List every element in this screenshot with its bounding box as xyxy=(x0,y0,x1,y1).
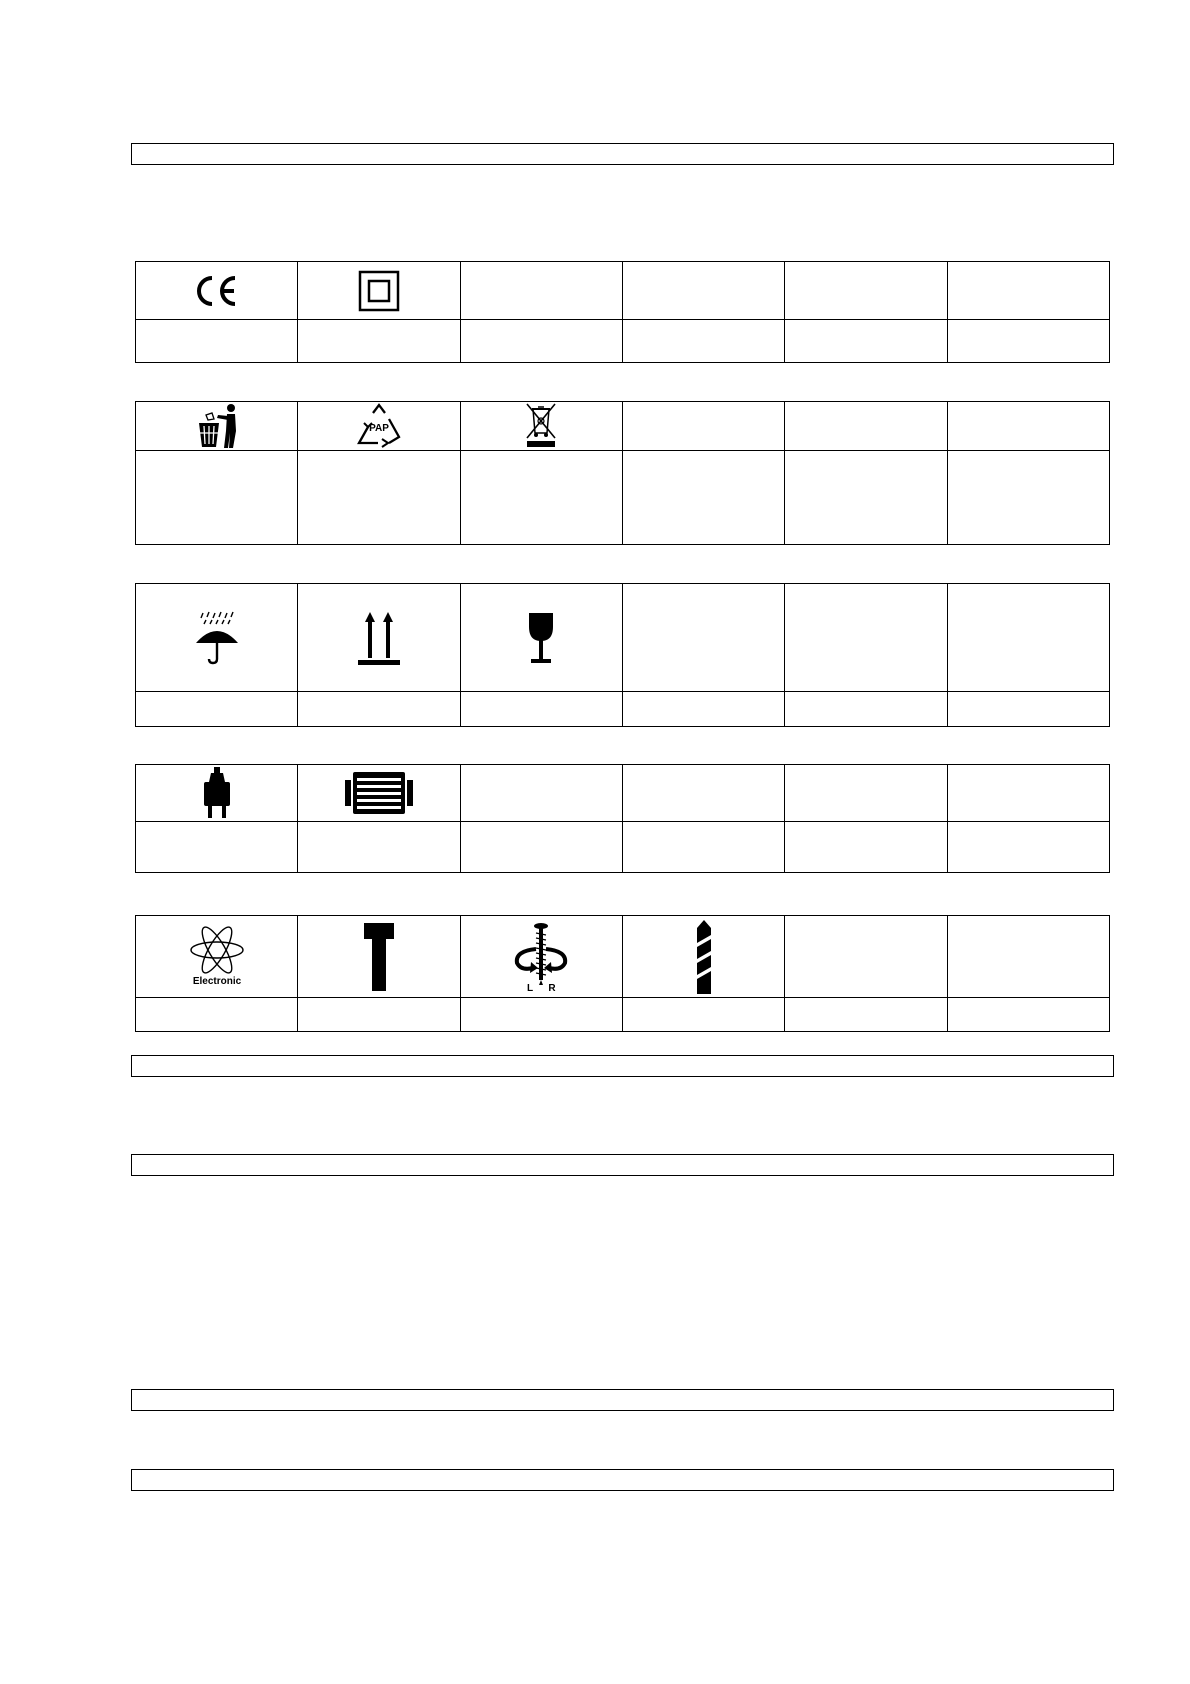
description-cell xyxy=(460,998,622,1032)
symbol-table-packaging xyxy=(135,583,1110,727)
symbol-table-disposal xyxy=(135,401,1110,545)
symbol-table-conformity xyxy=(135,261,1110,363)
fragile-glass-icon xyxy=(526,611,556,665)
description-cell xyxy=(460,822,622,873)
screw-left-right-rotation-icon xyxy=(511,921,571,993)
rotation-right-label: R xyxy=(548,982,556,993)
symbol-cell xyxy=(947,916,1109,998)
description-cell xyxy=(947,822,1109,873)
symbol-cell xyxy=(136,402,298,451)
description-cell xyxy=(136,692,298,727)
symbol-cell xyxy=(622,584,784,692)
tidy-man-litter-bin-icon xyxy=(195,403,239,449)
symbol-cell xyxy=(460,916,622,998)
symbol-cell xyxy=(947,584,1109,692)
description-cell xyxy=(785,998,947,1032)
description-cell xyxy=(947,998,1109,1032)
description-cell xyxy=(622,320,784,363)
symbol-cell xyxy=(460,262,622,320)
section-header-bar xyxy=(131,1389,1114,1411)
description-cell xyxy=(622,451,784,545)
description-cell xyxy=(785,320,947,363)
paper-recycling-icon xyxy=(354,403,404,449)
symbol-cell xyxy=(460,765,622,822)
symbol-cell xyxy=(947,262,1109,320)
description-cell xyxy=(298,822,460,873)
description-cell xyxy=(298,998,460,1032)
section-header-bar xyxy=(131,143,1114,165)
symbol-cell xyxy=(622,765,784,822)
symbol-cell xyxy=(298,916,460,998)
symbol-table-tool-functions xyxy=(135,915,1110,1032)
symbol-cell xyxy=(622,916,784,998)
class-ii-double-insulation-icon xyxy=(358,270,400,312)
symbol-cell xyxy=(460,402,622,451)
symbol-cell xyxy=(298,584,460,692)
symbol-cell xyxy=(136,765,298,822)
description-cell xyxy=(785,451,947,545)
symbol-cell xyxy=(136,584,298,692)
symbol-cell xyxy=(785,402,947,451)
this-way-up-arrows-icon xyxy=(356,610,402,666)
description-cell xyxy=(298,451,460,545)
symbol-cell xyxy=(298,765,460,822)
electronic-label: Electronic xyxy=(192,975,241,987)
symbol-cell xyxy=(622,402,784,451)
symbol-cell xyxy=(136,916,298,998)
section-header-bar xyxy=(131,1154,1114,1176)
description-cell xyxy=(460,451,622,545)
symbol-cell xyxy=(785,916,947,998)
description-cell xyxy=(785,822,947,873)
section-header-bar xyxy=(131,1055,1114,1077)
symbol-cell xyxy=(947,402,1109,451)
description-cell xyxy=(460,692,622,727)
section-header-bar xyxy=(131,1469,1114,1491)
description-cell xyxy=(947,692,1109,727)
recycling-label: PAP xyxy=(369,423,389,434)
description-cell xyxy=(136,320,298,363)
description-cell xyxy=(622,822,784,873)
symbol-cell xyxy=(785,584,947,692)
description-cell xyxy=(460,320,622,363)
symbol-cell xyxy=(298,262,460,320)
description-cell xyxy=(947,451,1109,545)
description-cell xyxy=(947,320,1109,363)
ce-mark-icon xyxy=(193,274,241,308)
description-cell xyxy=(785,692,947,727)
description-cell xyxy=(136,822,298,873)
symbol-cell xyxy=(136,262,298,320)
rotation-left-label: L xyxy=(527,982,534,993)
symbol-table-power xyxy=(135,764,1110,873)
description-cell xyxy=(298,692,460,727)
keep-dry-umbrella-icon xyxy=(194,611,240,665)
symbol-cell xyxy=(785,262,947,320)
description-cell xyxy=(136,998,298,1032)
electronic-atom-icon xyxy=(180,926,254,988)
hammer-function-icon xyxy=(362,922,396,992)
drill-bit-icon xyxy=(694,919,714,995)
symbol-cell xyxy=(785,765,947,822)
electric-motor-icon xyxy=(344,770,414,816)
description-cell xyxy=(622,692,784,727)
description-cell xyxy=(622,998,784,1032)
symbol-cell xyxy=(622,262,784,320)
description-cell xyxy=(298,320,460,363)
symbol-cell xyxy=(298,402,460,451)
symbol-cell xyxy=(460,584,622,692)
weee-crossed-bin-icon xyxy=(524,403,558,449)
mains-plug-icon xyxy=(200,766,234,820)
description-cell xyxy=(136,451,298,545)
symbol-cell xyxy=(947,765,1109,822)
